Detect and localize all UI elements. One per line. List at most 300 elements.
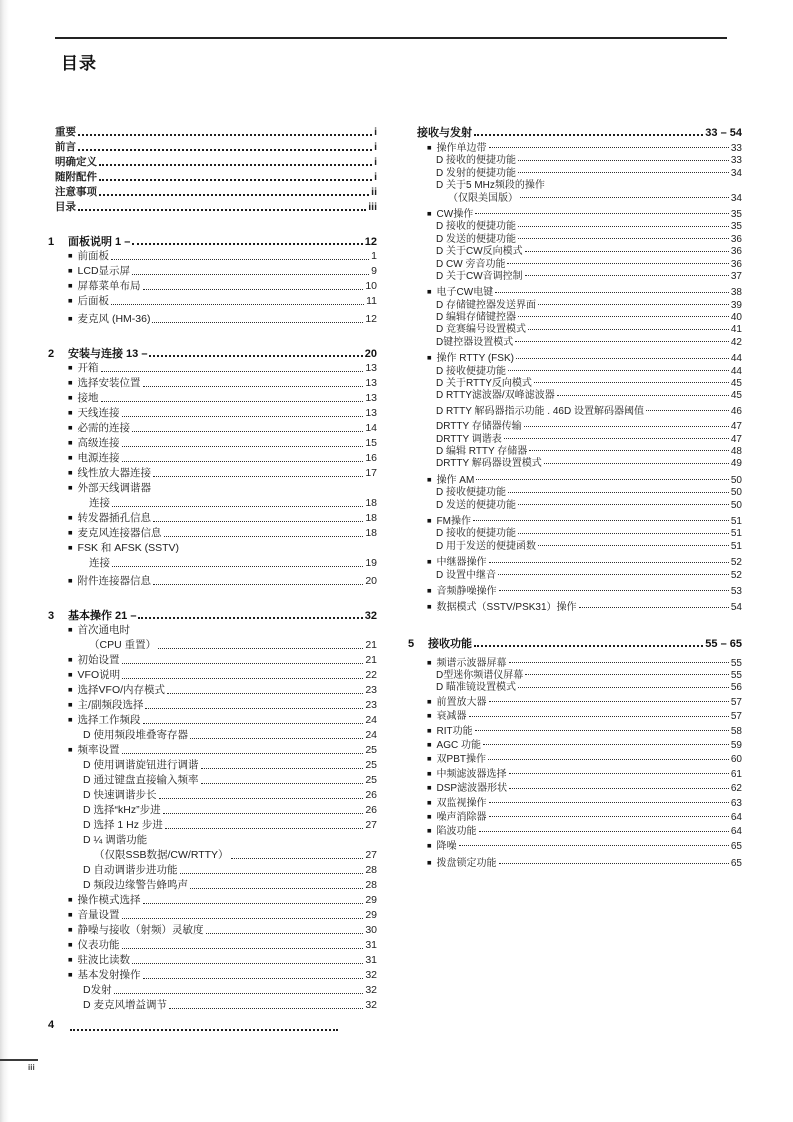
square-bullet-icon: ■: [68, 528, 73, 537]
entry-label: D发射: [83, 984, 112, 996]
entry-label: D 发射的便捷功能: [436, 167, 516, 179]
dot-leader: [518, 316, 729, 317]
dot-leader: [132, 243, 362, 245]
square-bullet-icon: ■: [68, 468, 73, 477]
section-title: 面板说明 1 –: [68, 236, 131, 248]
entry-label: DRTTY 存储器传输: [436, 421, 522, 433]
section-title: 安装与连接 13 –: [68, 348, 148, 360]
toc-entry: [47, 199, 377, 214]
toc-entry: [407, 854, 742, 870]
dot-leader: [206, 933, 364, 934]
page-number: 26: [365, 804, 377, 816]
page-number: 40: [730, 312, 742, 324]
entry-label: 中继器操作: [436, 557, 487, 569]
dot-leader: [525, 251, 729, 252]
page-number: 17: [365, 467, 377, 479]
toc-entry: [407, 255, 742, 270]
toc-entry: [47, 420, 377, 435]
entry-label: 高级连接: [77, 437, 120, 449]
dot-leader: [112, 566, 363, 567]
footer-rule: [0, 1059, 38, 1061]
toc-entry: [407, 582, 742, 597]
dot-leader: [499, 863, 729, 864]
toc-entry: [407, 205, 742, 220]
page-number: 21: [365, 654, 377, 666]
page-number: 51: [730, 540, 742, 552]
toc-entry: [47, 555, 377, 570]
entry-label: 目录: [55, 201, 76, 213]
dot-leader: [132, 963, 363, 964]
entry-label: 选择工作频段: [77, 714, 141, 726]
toc-section-header: [47, 607, 377, 622]
square-bullet-icon: ■: [427, 353, 432, 363]
dot-leader: [78, 209, 366, 211]
square-bullet-icon: ■: [427, 711, 432, 721]
toc-entry: [47, 712, 377, 727]
dot-leader: [516, 358, 729, 359]
square-bullet-icon: ■: [427, 585, 432, 595]
page-number: 13: [365, 392, 377, 404]
toc-entry: [47, 652, 377, 667]
toc-entry: [407, 217, 742, 233]
entry-label: DRTTY 调谐表: [436, 433, 502, 445]
page-number: 65: [730, 858, 742, 870]
dot-leader: [515, 341, 729, 342]
square-bullet-icon: ■: [68, 955, 73, 964]
toc-column-right: [407, 124, 742, 870]
toc-column-left: [47, 124, 377, 1034]
page-number: 24: [365, 729, 377, 741]
toc-entry: [47, 907, 377, 922]
entry-label: D 用于发送的便捷函数: [436, 540, 536, 552]
entry-label: 操作 RTTY (FSK): [436, 353, 514, 365]
toc-entry: [47, 877, 377, 892]
page-number: 32: [365, 969, 377, 981]
dot-leader: [544, 463, 729, 464]
toc-entry: [47, 637, 377, 652]
entry-label: D 选择“kHz”步进: [83, 804, 161, 816]
toc-entry: [407, 722, 742, 737]
toc-entry: [47, 727, 377, 742]
page-number: 44: [730, 365, 742, 377]
page-number: 23: [365, 684, 377, 696]
page-number: iii: [368, 201, 377, 213]
entry-label: 仪表功能: [77, 939, 120, 951]
entry-label: 线性放大器连接: [77, 467, 152, 479]
page-number: 52: [730, 569, 742, 581]
dot-leader: [528, 329, 729, 330]
square-bullet-icon: ■: [427, 143, 432, 152]
entry-label: 主/副频段选择: [77, 699, 144, 711]
toc-entry: [47, 667, 377, 682]
toc-block: [407, 124, 742, 614]
page-number: 31: [365, 954, 377, 966]
square-bullet-icon: ■: [427, 811, 432, 821]
page-number: 33 – 54: [705, 127, 742, 139]
dot-leader: [145, 708, 363, 709]
dot-leader: [557, 395, 729, 396]
entry-label: 屏幕菜单布局: [77, 280, 141, 292]
entry-label: 接地: [77, 392, 99, 404]
toc-entry: [407, 362, 742, 377]
toc-entry: [47, 278, 377, 293]
toc-entry: [407, 333, 742, 348]
entry-label: D 关于CW音调控制: [436, 270, 523, 282]
toc-entry: [47, 802, 377, 817]
dot-leader: [99, 164, 372, 166]
entry-label: 前言: [55, 141, 76, 153]
entry-label: DSP滤波器形状: [436, 783, 508, 795]
page-number: 36: [730, 233, 742, 245]
square-bullet-icon: ■: [427, 858, 432, 868]
square-bullet-icon: ■: [427, 208, 432, 218]
toc-entry: [47, 169, 377, 184]
entry-label: D RTTY 解码器指示功能 . 46D 设置解码器阈值: [436, 405, 644, 417]
toc-entry: [407, 349, 742, 365]
square-bullet-icon: ■: [427, 754, 432, 764]
entry-label: FM操作: [436, 515, 471, 527]
dot-leader: [483, 744, 729, 745]
square-bullet-icon: ■: [427, 797, 432, 807]
toc-entry: [407, 524, 742, 540]
toc-entry: [47, 622, 377, 637]
page-number: 25: [365, 759, 377, 771]
dot-leader: [489, 701, 729, 702]
square-bullet-icon: ■: [68, 670, 73, 679]
toc-entry: [47, 817, 377, 832]
entry-label: 操作模式选择: [77, 894, 141, 906]
page-number: 41: [730, 324, 742, 336]
toc-entry: [47, 405, 377, 420]
page-number: 46: [730, 405, 742, 417]
entry-label: D CW 旁音功能: [436, 258, 506, 270]
page-number: 35: [730, 208, 742, 220]
dot-leader: [153, 584, 363, 585]
toc-entry: [47, 435, 377, 450]
toc-entry: [47, 937, 377, 952]
square-bullet-icon: ■: [68, 453, 73, 462]
toc-entry: [407, 430, 742, 445]
entry-label: 选择安装位置: [77, 377, 141, 389]
dot-leader: [518, 687, 729, 688]
dot-leader: [122, 663, 364, 664]
page-number: 58: [730, 725, 742, 737]
entry-label: 频率设置: [77, 744, 120, 756]
toc-entry: [407, 750, 742, 766]
toc-entry: [407, 139, 742, 154]
entry-label: 降噪: [436, 840, 457, 852]
entry-label: D 接收的便捷功能: [436, 528, 516, 540]
dot-leader: [122, 918, 364, 919]
dot-leader: [78, 134, 372, 136]
entry-label: D 发送的便捷功能: [436, 233, 516, 245]
square-bullet-icon: ■: [68, 251, 73, 260]
square-bullet-icon: ■: [427, 740, 432, 750]
entry-label: D型迷你频谱仪屏幕: [436, 670, 524, 682]
toc-entry: [407, 417, 742, 433]
dot-leader: [509, 662, 729, 663]
square-bullet-icon: ■: [68, 625, 73, 634]
page-number: 55: [730, 670, 742, 682]
toc-section-header: [47, 1019, 377, 1034]
dot-leader: [143, 903, 364, 904]
page-number: 12: [365, 313, 377, 325]
toc-entry: [407, 454, 742, 470]
entry-label: 频谱示波器屏幕: [436, 657, 507, 669]
page-number: 26: [365, 789, 377, 801]
page-number: 55 – 65: [705, 637, 742, 650]
square-bullet-icon: ■: [68, 745, 73, 754]
entry-label: LCD显示屏: [77, 265, 131, 277]
section-number: 5: [408, 637, 415, 650]
square-bullet-icon: ■: [427, 840, 432, 850]
entry-label: D 瞄准镜设置模式: [436, 682, 516, 694]
entry-label: FSK 和 AFSK (SSTV): [77, 542, 180, 554]
dot-leader: [122, 753, 364, 754]
dot-leader: [112, 506, 363, 507]
page-number: 25: [365, 774, 377, 786]
entry-label: （仅限美国版）: [448, 192, 518, 204]
page-number: 48: [730, 445, 742, 457]
toc-entry: [407, 320, 742, 336]
dot-leader: [538, 545, 729, 546]
dot-leader: [159, 798, 364, 799]
entry-label: D 通过键盘直接输入频率: [83, 774, 199, 786]
entry-label: D 设置中继音: [436, 569, 496, 581]
entry-label: D 编辑 RTTY 存储器: [436, 445, 528, 457]
toc-entry: [407, 693, 742, 708]
toc-entry: [47, 967, 377, 982]
page-number: 64: [730, 826, 742, 838]
square-bullet-icon: ■: [427, 725, 432, 735]
dot-leader: [508, 370, 729, 371]
dot-leader: [201, 768, 364, 769]
toc-block: [47, 1019, 377, 1034]
dot-leader: [538, 304, 729, 305]
dot-leader: [459, 845, 729, 846]
section-number: 2: [48, 348, 55, 360]
square-bullet-icon: ■: [68, 715, 73, 724]
toc-entry: [407, 308, 742, 324]
page-number: 29: [365, 894, 377, 906]
entry-label: 随附配件: [55, 171, 97, 183]
square-bullet-icon: ■: [68, 393, 73, 402]
toc-entry: [47, 248, 377, 263]
toc-entry: [47, 573, 377, 588]
dot-leader: [101, 401, 364, 402]
dot-leader: [518, 533, 729, 534]
dot-leader: [167, 693, 363, 694]
toc-section-header: [47, 233, 377, 248]
dot-leader: [473, 520, 729, 521]
toc-entry: [407, 374, 742, 390]
entry-label: 基本发射操作: [77, 969, 141, 981]
toc-entry: [407, 654, 742, 669]
entry-label: 初始设置: [77, 654, 120, 666]
toc-section-header: [47, 345, 377, 360]
dot-leader: [164, 536, 364, 537]
entry-label: 电源连接: [77, 452, 120, 464]
toc-entry: [47, 375, 377, 390]
toc-entry: [407, 566, 742, 581]
square-bullet-icon: ■: [68, 281, 73, 290]
entry-label: 连接: [89, 497, 110, 509]
page-number: 35: [730, 221, 742, 233]
entry-label: D 发送的便捷功能: [436, 499, 516, 511]
entry-label: VFO说明: [77, 669, 121, 681]
entry-label: 天线连接: [77, 407, 120, 419]
page-number: 23: [365, 699, 377, 711]
dot-leader: [99, 179, 372, 181]
toc-block: [47, 345, 377, 588]
page-number: 10: [365, 280, 377, 292]
page-number: 32: [364, 610, 377, 622]
dot-leader: [190, 738, 363, 739]
scan-edge-shading: [0, 0, 9, 1122]
toc-entry: [47, 787, 377, 802]
entry-label: 明确定义: [55, 156, 97, 168]
top-rule: [55, 37, 727, 39]
toc-entry: [407, 402, 742, 417]
entry-label: （仅限SSB数据/CW/RTTY）: [94, 849, 229, 861]
toc-entry: [407, 151, 742, 167]
page-number: 54: [730, 602, 742, 614]
entry-label: 必需的连接: [77, 422, 131, 434]
square-bullet-icon: ■: [68, 700, 73, 709]
toc-entry: [407, 779, 742, 795]
entry-label: RIT功能: [436, 725, 473, 737]
square-bullet-icon: ■: [68, 685, 73, 694]
dot-leader: [475, 213, 729, 214]
dot-leader: [518, 504, 729, 505]
entry-label: D 接收的便捷功能: [436, 155, 516, 167]
entry-label: 麦克风 (HM-36): [77, 313, 151, 325]
page-number: 56: [730, 682, 742, 694]
toc-entry: [47, 360, 377, 375]
square-bullet-icon: ■: [68, 438, 73, 447]
square-bullet-icon: ■: [68, 895, 73, 904]
page-number: 55: [730, 657, 742, 669]
page-number: 28: [365, 864, 377, 876]
entry-label: 音量设置: [77, 909, 120, 921]
square-bullet-icon: ■: [68, 363, 73, 372]
entry-label: 前面板: [77, 250, 110, 262]
entry-label: D 快速调谐步长: [83, 789, 157, 801]
page-number: 47: [730, 433, 742, 445]
page-number: 18: [365, 527, 377, 539]
toc-entry: [47, 450, 377, 465]
entry-label: 噪声消除器: [436, 811, 487, 823]
square-bullet-icon: ■: [427, 657, 432, 667]
page-number: 37: [730, 270, 742, 282]
entry-label: 中频滤波器选择: [436, 768, 507, 780]
section-number: 3: [48, 610, 55, 622]
square-bullet-icon: ■: [68, 543, 73, 552]
square-bullet-icon: ■: [427, 696, 432, 706]
page-number: 53: [730, 585, 742, 597]
square-bullet-icon: ■: [68, 266, 73, 275]
toc-entry: [47, 772, 377, 787]
entry-label: 转发器插孔信息: [77, 512, 152, 524]
dot-leader: [169, 1008, 363, 1009]
toc-entry: [47, 862, 377, 877]
dot-leader: [143, 978, 364, 979]
entry-label: 拨盘锁定功能: [436, 858, 497, 870]
toc-entry: [407, 666, 742, 682]
entry-label: 衰减器: [436, 711, 467, 723]
square-bullet-icon: ■: [68, 408, 73, 417]
dot-leader: [101, 371, 364, 372]
page-number: 18: [365, 497, 377, 509]
square-bullet-icon: ■: [68, 513, 73, 522]
square-bullet-icon: ■: [68, 655, 73, 664]
page-title: 目录: [61, 54, 97, 73]
toc-entry: [407, 553, 742, 569]
square-bullet-icon: ■: [427, 557, 432, 567]
dot-leader: [165, 828, 363, 829]
entry-label: CW操作: [436, 208, 474, 220]
entry-label: D 编辑存储键控器: [436, 312, 516, 324]
toc-entry: [407, 386, 742, 402]
dot-leader: [489, 147, 729, 148]
toc-entry: [47, 540, 377, 555]
entry-label: 麦克风连接器信息: [77, 527, 162, 539]
dot-leader: [479, 831, 729, 832]
entry-label: 选择VFO/内存模式: [77, 684, 166, 696]
toc-entry: [407, 496, 742, 511]
page-number: ii: [371, 186, 377, 198]
dot-leader: [122, 461, 364, 462]
toc-entry: [47, 952, 377, 967]
dot-leader: [114, 993, 364, 994]
page-number: 60: [730, 754, 742, 766]
page-number: i: [374, 126, 377, 138]
toc-entry: [47, 263, 377, 278]
toc-entry: [407, 837, 742, 852]
dot-leader: [495, 292, 729, 293]
entry-label: D 麦克风增益调节: [83, 999, 167, 1011]
entry-label: 首次通电时: [77, 624, 131, 636]
page-number: 50: [730, 499, 742, 511]
page-number: 45: [730, 390, 742, 402]
entry-label: D 接收便捷功能: [436, 487, 506, 499]
page-number: 25: [365, 744, 377, 756]
entry-label: 驻波比读数: [77, 954, 131, 966]
square-bullet-icon: ■: [68, 296, 73, 305]
dot-leader: [149, 355, 362, 357]
page-number: 30: [365, 924, 377, 936]
page-number: 28: [365, 879, 377, 891]
dot-leader: [504, 438, 729, 439]
toc-entry: [47, 682, 377, 697]
toc-entry: [47, 465, 377, 480]
entry-label: 静噪与接收（射频）灵敏度: [77, 924, 204, 936]
toc-entry: [47, 510, 377, 525]
toc-entry: [407, 442, 742, 457]
page-number: 13: [365, 377, 377, 389]
page-number: 15: [365, 437, 377, 449]
toc-entry: [47, 124, 377, 139]
dot-leader: [158, 648, 363, 649]
page-number: 32: [365, 984, 377, 996]
entry-label: D 接收便捷功能: [436, 365, 506, 377]
dot-leader: [99, 194, 369, 196]
page-number: 52: [730, 557, 742, 569]
dot-leader: [180, 873, 364, 874]
toc-entry: [407, 598, 742, 614]
square-bullet-icon: ■: [427, 287, 432, 297]
dot-leader: [122, 416, 364, 417]
